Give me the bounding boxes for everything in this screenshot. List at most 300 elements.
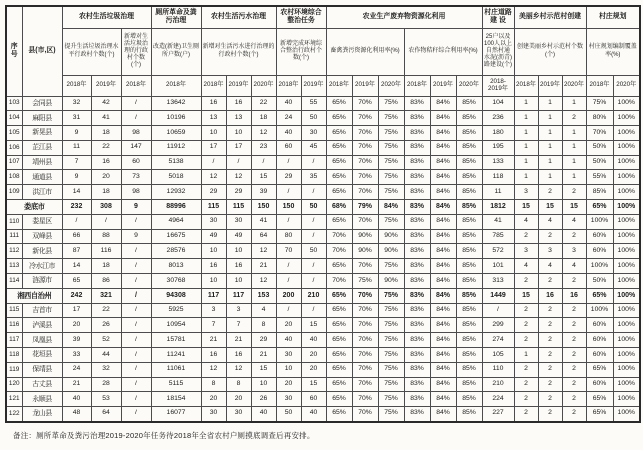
value-cell: 85% [456, 214, 482, 229]
value-cell: 13 [226, 111, 251, 126]
value-cell: 5115 [151, 377, 201, 392]
header-sub-cell: 村庄规划编制覆盖率(%) [586, 28, 640, 75]
value-cell: 90% [352, 244, 378, 259]
value-cell: 2 [538, 362, 562, 377]
value-cell: 2 [562, 274, 586, 289]
value-cell: / [121, 244, 151, 259]
value-cell: 75% [378, 377, 404, 392]
value-cell: 3 [514, 244, 538, 259]
value-cell: 572 [482, 244, 514, 259]
value-cell: 12 [251, 126, 276, 141]
value-cell: 1 [514, 348, 538, 363]
value-cell: 1 [562, 96, 586, 111]
value-cell: 40 [301, 407, 326, 422]
value-cell: 2 [538, 333, 562, 348]
row-seq-cell: 109 [6, 185, 22, 200]
value-cell: 75% [378, 333, 404, 348]
value-cell: / [301, 229, 326, 244]
header-year-cell: 2020年 [456, 75, 482, 96]
value-cell: 68% [326, 200, 352, 215]
value-cell: 44 [91, 348, 121, 363]
row-seq-cell: 104 [6, 111, 22, 126]
value-cell: 15 [301, 318, 326, 333]
value-cell: 84% [430, 140, 456, 155]
value-cell: 65% [326, 259, 352, 274]
county-name-cell: 龙山县 [22, 407, 62, 422]
value-cell: 75% [378, 348, 404, 363]
value-cell: 3 [562, 244, 586, 259]
value-cell: / [121, 333, 151, 348]
value-cell: 105 [482, 348, 514, 363]
header-group-cell: 厕所革命及粪污治理 [151, 6, 201, 28]
value-cell: / [201, 155, 226, 170]
value-cell: 83% [404, 348, 430, 363]
value-cell: 1 [562, 170, 586, 185]
value-cell: 20 [201, 392, 226, 407]
value-cell: 83% [404, 377, 430, 392]
value-cell: 2 [538, 303, 562, 318]
value-cell: 100% [586, 259, 613, 274]
value-cell: 16675 [151, 229, 201, 244]
value-cell: 2 [538, 392, 562, 407]
county-name-cell: 永顺县 [22, 392, 62, 407]
value-cell: 10196 [151, 111, 201, 126]
value-cell: 2 [514, 229, 538, 244]
value-cell: 85% [456, 244, 482, 259]
county-name-cell: 花垣县 [22, 348, 62, 363]
value-cell: 84% [430, 244, 456, 259]
value-cell: 195 [482, 140, 514, 155]
value-cell: 50 [301, 200, 326, 215]
value-cell: 65% [326, 333, 352, 348]
value-cell: 210 [301, 288, 326, 303]
county-name-cell: 芷江县 [22, 140, 62, 155]
value-cell: 70% [352, 377, 378, 392]
value-cell: 117 [201, 288, 226, 303]
value-cell: 65% [326, 214, 352, 229]
value-cell: 29 [251, 333, 276, 348]
value-cell: 10 [201, 244, 226, 259]
value-cell: 83% [404, 288, 430, 303]
header-year-cell: 2019年 [301, 75, 326, 96]
value-cell: 41 [482, 214, 514, 229]
value-cell: 75% [378, 96, 404, 111]
value-cell: 20 [276, 318, 301, 333]
value-cell: 227 [482, 407, 514, 422]
value-cell: 12932 [151, 185, 201, 200]
header-year-cell: 2020年 [562, 75, 586, 96]
value-cell: 100% [613, 155, 640, 170]
row-seq-cell: 116 [6, 318, 22, 333]
value-cell: 84% [430, 362, 456, 377]
value-cell: 70% [352, 170, 378, 185]
value-cell: 116 [91, 244, 121, 259]
value-cell: 80% [586, 111, 613, 126]
value-cell: 100% [613, 229, 640, 244]
table-row [6, 126, 640, 141]
row-seq-cell: 121 [6, 392, 22, 407]
value-cell: 75% [378, 126, 404, 141]
value-cell: 75% [378, 407, 404, 422]
value-cell: 70% [352, 155, 378, 170]
header-sub-cell: 改造(新建)卫生厕所户数(户) [151, 28, 201, 75]
value-cell: 100% [613, 303, 640, 318]
value-cell: 88 [91, 229, 121, 244]
value-cell: 785 [482, 229, 514, 244]
value-cell: 31 [62, 111, 91, 126]
value-cell: 15 [562, 200, 586, 215]
value-cell: 10 [226, 274, 251, 289]
value-cell: 86 [91, 274, 121, 289]
value-cell: 2 [538, 229, 562, 244]
county-name-cell: 冷水江市 [22, 259, 62, 274]
value-cell: 70% [352, 259, 378, 274]
value-cell: 26 [251, 392, 276, 407]
value-cell: 40 [276, 333, 301, 348]
value-cell: 118 [482, 170, 514, 185]
value-cell: 70% [352, 126, 378, 141]
value-cell: 9 [62, 126, 91, 141]
value-cell: 2 [538, 407, 562, 422]
value-cell: 83% [404, 155, 430, 170]
county-name-cell: 靖州县 [22, 155, 62, 170]
value-cell: 100% [613, 392, 640, 407]
row-seq-cell: 108 [6, 170, 22, 185]
value-cell: / [121, 288, 151, 303]
table-row [6, 348, 640, 363]
value-cell: 2 [514, 407, 538, 422]
value-cell: / [62, 214, 91, 229]
value-cell: 75% [586, 96, 613, 111]
value-cell: 70% [352, 348, 378, 363]
value-cell: 7 [62, 155, 91, 170]
value-cell: 1 [538, 126, 562, 141]
value-cell: 65% [326, 377, 352, 392]
value-cell: 75% [378, 170, 404, 185]
value-cell: / [121, 407, 151, 422]
value-cell: 313 [482, 274, 514, 289]
value-cell: 2 [538, 377, 562, 392]
value-cell: 75% [378, 185, 404, 200]
value-cell: 84% [430, 392, 456, 407]
value-cell: 100% [586, 214, 613, 229]
value-cell: 18 [91, 126, 121, 141]
value-cell: 2 [562, 362, 586, 377]
value-cell: 32 [62, 96, 91, 111]
value-cell: 75% [378, 362, 404, 377]
value-cell: 115 [226, 200, 251, 215]
value-cell: 100% [613, 200, 640, 215]
value-cell: 84% [430, 348, 456, 363]
value-cell: 20 [301, 362, 326, 377]
value-cell: 3 [514, 185, 538, 200]
value-cell: 85% [456, 288, 482, 303]
table-row [6, 303, 640, 318]
value-cell: 133 [482, 155, 514, 170]
value-cell: 100% [613, 333, 640, 348]
value-cell: 65% [326, 140, 352, 155]
value-cell: 2 [562, 185, 586, 200]
value-cell: 100% [613, 214, 640, 229]
value-cell: 15 [514, 200, 538, 215]
value-cell: 2 [562, 229, 586, 244]
value-cell: 65% [326, 407, 352, 422]
table-row [6, 333, 640, 348]
value-cell: 45 [301, 140, 326, 155]
value-cell: 83% [404, 170, 430, 185]
header-year-cell: 2018年 [276, 75, 301, 96]
value-cell: 100% [613, 259, 640, 274]
header-sub-cell: 提升生活垃圾治理水平行政村个数(个) [62, 28, 121, 75]
value-cell: 150 [276, 200, 301, 215]
value-cell: 84% [430, 407, 456, 422]
value-cell: 70% [326, 244, 352, 259]
header-year-cell: 2019年 [91, 75, 121, 96]
value-cell: 83% [404, 96, 430, 111]
value-cell: / [301, 185, 326, 200]
value-cell: 29 [276, 170, 301, 185]
value-cell: 65% [326, 96, 352, 111]
county-name-cell: 麻阳县 [22, 111, 62, 126]
value-cell: / [121, 259, 151, 274]
value-cell: 2 [514, 333, 538, 348]
value-cell: 117 [226, 288, 251, 303]
value-cell: 147 [121, 140, 151, 155]
value-cell: 83% [404, 274, 430, 289]
value-cell: 85% [456, 140, 482, 155]
value-cell: 16 [201, 348, 226, 363]
value-cell: 70% [352, 288, 378, 303]
value-cell: 18 [91, 185, 121, 200]
value-cell: 28 [91, 377, 121, 392]
value-cell: 16 [226, 96, 251, 111]
value-cell: 2 [562, 318, 586, 333]
value-cell: 85% [586, 185, 613, 200]
value-cell: 83% [404, 140, 430, 155]
value-cell: 16 [562, 288, 586, 303]
header-year-cell: 2018年 [586, 75, 613, 96]
county-name-cell: 通道县 [22, 170, 62, 185]
header-year-cell: 2019年 [352, 75, 378, 96]
value-cell: 16 [201, 259, 226, 274]
table-row [6, 96, 640, 111]
value-cell: 84% [430, 303, 456, 318]
value-cell: 100% [613, 185, 640, 200]
value-cell: 42 [91, 96, 121, 111]
county-name-cell: 洪江市 [22, 185, 62, 200]
value-cell: 40 [301, 333, 326, 348]
value-cell: / [301, 155, 326, 170]
value-cell: 75% [378, 288, 404, 303]
value-cell: 4 [562, 259, 586, 274]
value-cell: 1 [514, 126, 538, 141]
value-cell: 85% [456, 303, 482, 318]
value-cell: 3 [538, 244, 562, 259]
value-cell: 60 [276, 140, 301, 155]
value-cell: 84% [430, 96, 456, 111]
value-cell: / [91, 214, 121, 229]
value-cell: 83% [404, 392, 430, 407]
value-cell: 65% [326, 185, 352, 200]
header-year-cell: 2019年 [430, 75, 456, 96]
value-cell: 70% [352, 214, 378, 229]
header-year-cell: 2018年 [201, 75, 226, 96]
aggregate-name-cell: 湘西自治州 [6, 288, 62, 303]
value-cell: 85% [456, 407, 482, 422]
value-cell: / [251, 155, 276, 170]
county-name-cell: 泸溪县 [22, 318, 62, 333]
value-cell: 2 [514, 362, 538, 377]
value-cell: 50% [586, 274, 613, 289]
value-cell: 2 [562, 111, 586, 126]
value-cell: 50% [586, 140, 613, 155]
row-seq-cell: 107 [6, 155, 22, 170]
value-cell: 210 [482, 377, 514, 392]
value-cell: 20 [91, 170, 121, 185]
value-cell: 65% [586, 407, 613, 422]
value-cell: 65% [326, 155, 352, 170]
region-column-header: 县(市,区) [22, 6, 62, 96]
value-cell: 30 [301, 126, 326, 141]
value-cell: 41 [91, 111, 121, 126]
value-cell: 75% [378, 318, 404, 333]
value-cell: 100% [613, 244, 640, 259]
value-cell: 1449 [482, 288, 514, 303]
value-cell: 84% [430, 200, 456, 215]
value-cell: 1 [514, 155, 538, 170]
value-cell: 10 [276, 362, 301, 377]
value-cell: 2 [538, 348, 562, 363]
value-cell: 98 [121, 185, 151, 200]
value-cell: 2 [514, 392, 538, 407]
value-cell: 65% [326, 126, 352, 141]
value-cell: 153 [251, 288, 276, 303]
value-cell: / [121, 274, 151, 289]
value-cell: 16 [538, 288, 562, 303]
value-cell: 83% [404, 407, 430, 422]
aggregate-row [6, 288, 640, 303]
value-cell: 83% [404, 303, 430, 318]
value-cell: 90% [378, 274, 404, 289]
value-cell: 20 [276, 377, 301, 392]
header-sub-cell: 新增对生活垃圾治理的行政村个数(个) [121, 28, 151, 75]
value-cell: / [121, 111, 151, 126]
rural-improvement-task-table [5, 5, 641, 423]
value-cell: / [301, 274, 326, 289]
value-cell: 84% [430, 170, 456, 185]
value-cell: / [276, 155, 301, 170]
value-cell: 12 [226, 362, 251, 377]
value-cell: 60% [586, 318, 613, 333]
value-cell: 83% [404, 214, 430, 229]
value-cell: 70% [352, 111, 378, 126]
value-cell: / [276, 185, 301, 200]
value-cell: 65% [326, 392, 352, 407]
value-cell: 2 [514, 318, 538, 333]
value-cell: / [301, 259, 326, 274]
value-cell: 65% [586, 392, 613, 407]
value-cell: 100% [613, 348, 640, 363]
value-cell: 2 [538, 274, 562, 289]
table-row [6, 214, 640, 229]
value-cell: 14 [62, 185, 91, 200]
value-cell: / [226, 155, 251, 170]
value-cell: 41 [251, 214, 276, 229]
value-cell: 15 [538, 200, 562, 215]
value-cell: / [301, 214, 326, 229]
value-cell: 1 [538, 170, 562, 185]
value-cell: 224 [482, 392, 514, 407]
value-cell: 84% [430, 111, 456, 126]
value-cell: 85% [456, 377, 482, 392]
value-cell: 84% [430, 288, 456, 303]
value-cell: 20 [301, 348, 326, 363]
value-cell: 24 [276, 111, 301, 126]
row-seq-cell: 117 [6, 333, 22, 348]
value-cell: 70 [276, 244, 301, 259]
county-name-cell: 双峰县 [22, 229, 62, 244]
value-cell: 100% [613, 377, 640, 392]
value-cell: 17 [201, 140, 226, 155]
value-cell: 9 [121, 200, 151, 215]
value-cell: / [121, 362, 151, 377]
value-cell: 18 [251, 111, 276, 126]
value-cell: 64 [91, 407, 121, 422]
value-cell: 87 [62, 244, 91, 259]
value-cell: 5925 [151, 303, 201, 318]
value-cell: 17 [226, 140, 251, 155]
header-year-cell: 2020年 [251, 75, 276, 96]
value-cell: 242 [62, 288, 91, 303]
value-cell: 11 [62, 140, 91, 155]
value-cell: 65% [586, 362, 613, 377]
value-cell: 100% [613, 318, 640, 333]
value-cell: / [121, 392, 151, 407]
value-cell: 104 [482, 96, 514, 111]
value-cell: 100% [613, 126, 640, 141]
value-cell: 85% [456, 155, 482, 170]
value-cell: 1812 [482, 200, 514, 215]
header-sub-cell: 畜禽粪污资源化利用率(%) [326, 28, 404, 75]
value-cell: 100% [586, 303, 613, 318]
value-cell: 100% [613, 96, 640, 111]
seq-column-header: 序号 [6, 6, 22, 96]
value-cell: 49 [226, 229, 251, 244]
value-cell: 85% [456, 126, 482, 141]
aggregate-row [6, 200, 640, 215]
value-cell: 90% [378, 229, 404, 244]
value-cell: 84% [430, 229, 456, 244]
value-cell: 30 [276, 392, 301, 407]
value-cell: 10 [201, 126, 226, 141]
value-cell: 73 [121, 170, 151, 185]
value-cell: 75% [378, 303, 404, 318]
value-cell: 85% [456, 392, 482, 407]
value-cell: 1 [562, 140, 586, 155]
value-cell: 100% [613, 407, 640, 422]
value-cell: 100% [613, 288, 640, 303]
value-cell: 10 [226, 126, 251, 141]
value-cell: 83% [404, 126, 430, 141]
table-row [6, 244, 640, 259]
value-cell: 30 [226, 407, 251, 422]
value-cell: 60% [586, 244, 613, 259]
value-cell: 10 [226, 244, 251, 259]
value-cell: 85% [456, 96, 482, 111]
header-group-cell: 农村环境综合整治任务 [276, 6, 326, 28]
value-cell: / [121, 318, 151, 333]
value-cell: 4 [538, 259, 562, 274]
